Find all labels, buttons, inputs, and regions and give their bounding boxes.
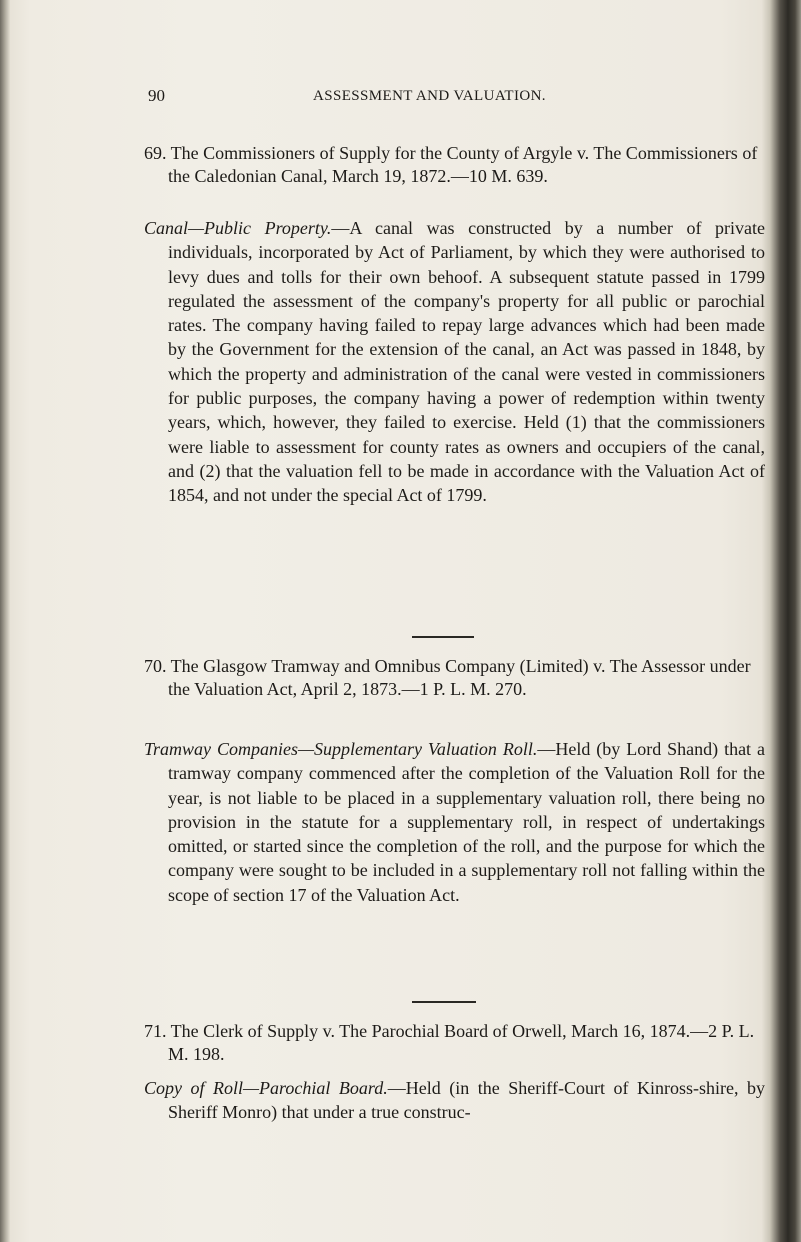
case-summary-71: [144, 1076, 765, 1125]
case-title-69: 69. The Commissioners of Supply for the County of Argyle v. The Commissioners of the Caledonian Canal, March 19, 1872.—10 M. 639.: [144, 143, 758, 186]
page-header: [0, 86, 801, 110]
section-divider: [412, 636, 474, 638]
page-number: 90: [148, 86, 165, 105]
case-title-70: 70. The Glasgow Tramway and Omnibus Company (Limited) v. The Assessor under the Valuation Act, April 2, 1873.—1 P. L. M. 270.: [144, 656, 751, 699]
case-heading-70: Tramway Companies—Supplementary Valuation Roll.: [144, 739, 538, 759]
case-body-69: —A canal was constructed by a number of private individuals, incorporated by Act of Parliament, by which they were authorised to levy dues and tolls for their own behoof. A subsequent statute passed in 1799 regulated the assessment of the company's property for all public or parochial rates. The company having failed to repay large advances which had been made by the Government for the extension of the canal, an Act was passed in 1848, by which the property and administration of the canal were vested in commissioners for public purposes, the company having a power of redemption within twenty years, which, however, they failed to exercise. Held (1) that the commissioners were liable to assessment for county rates as owners and occupiers of the canal, and (2) that the valuation fell to be made in accordance with the Valuation Act of 1854, and not under the special Act of 1799.: [168, 218, 765, 506]
case-heading-71: Copy of Roll—Parochial Board.: [144, 1078, 388, 1098]
case-heading-69: Canal—Public Property.: [144, 218, 332, 238]
section-divider: [412, 1001, 476, 1003]
case-body-70: —Held (by Lord Shand) that a tramway company commenced after the completion of the Valuation Roll for the year, is not liable to be placed in a supplementary valuation roll, there being no provision in the statute for a supplementary roll, in respect of undertakings omitted, or started since the completion of the roll, and the purpose for which the company were sought to be included in a supplementary roll not falling within the scope of section 17 of the Valuation Act.: [168, 739, 765, 905]
case-summary-70: [144, 737, 765, 907]
running-head: ASSESSMENT AND VALUATION.: [313, 88, 546, 104]
case-body-71: —Held (in the Sheriff-Court of Kinross-shire, by Sheriff Monro) that under a true construc-: [168, 1078, 766, 1123]
case-title-71: 71. The Clerk of Supply v. The Parochial Board of Orwell, March 16, 1874.—2 P. L. M. 198.: [144, 1021, 755, 1064]
page-edge-shadow: [762, 0, 801, 1242]
page-gutter-shadow: [0, 0, 10, 1242]
case-summary-69: [144, 216, 765, 508]
